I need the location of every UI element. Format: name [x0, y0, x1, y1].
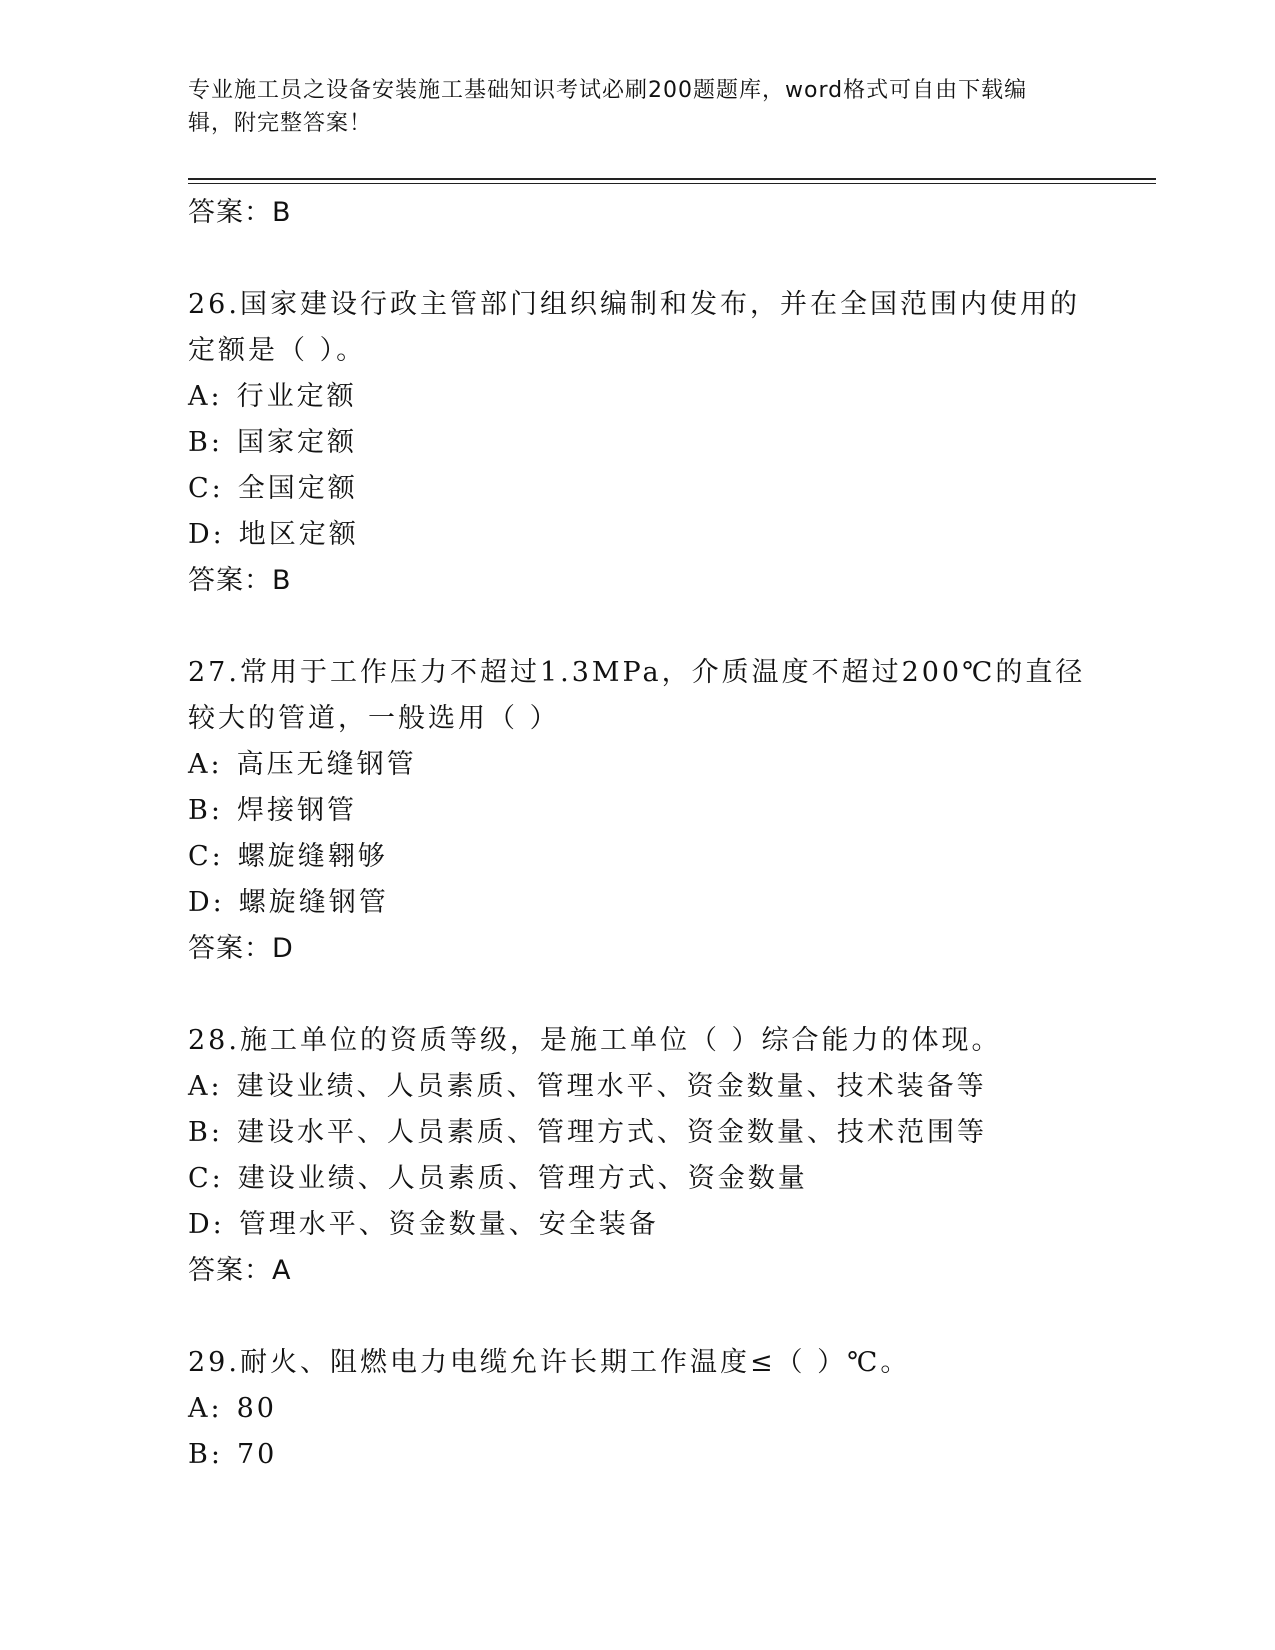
header-divider-thin [188, 183, 1156, 184]
option-text: 建设业绩、人员素质、管理水平、资金数量、技术装备等 [236, 1071, 987, 1102]
option-a [188, 742, 1088, 788]
option-a [188, 374, 1088, 420]
option-letter: A: [188, 749, 223, 780]
answer-label: 答案： [188, 933, 272, 964]
answer-line [188, 190, 1088, 236]
option-text: 螺旋缝翱够 [237, 841, 388, 872]
option-c [188, 834, 1088, 880]
answer-label: 答案： [188, 197, 272, 228]
option-letter: D: [188, 1209, 225, 1240]
header-divider-thick [188, 178, 1156, 180]
option-text: 高压无缝钢管 [236, 749, 417, 780]
option-a [188, 1064, 1088, 1110]
option-letter: C: [188, 841, 224, 872]
option-letter: B: [188, 1439, 223, 1470]
option-b [188, 1110, 1088, 1156]
answer-label: 答案： [188, 565, 272, 596]
option-letter: C: [188, 473, 224, 504]
option-d [188, 1202, 1088, 1248]
option-text: 螺旋缝钢管 [238, 887, 389, 918]
option-letter: C: [188, 1163, 224, 1194]
option-letter: B: [188, 795, 223, 826]
answer-line [188, 1248, 1088, 1294]
option-text: 地区定额 [238, 519, 359, 550]
option-text: 70 [236, 1439, 278, 1470]
answer-value: B [272, 197, 292, 228]
question-text: 27.常用于工作压力不超过1.3MPa，介质温度不超过200℃的直径较大的管道，一般选用（ ） [188, 657, 1086, 734]
question-text: 28.施工单位的资质等级，是施工单位（ ）综合能力的体现。 [188, 1025, 1002, 1056]
option-text: 焊接钢管 [236, 795, 357, 826]
question-spacer [188, 604, 1088, 650]
option-letter: A: [188, 1071, 223, 1102]
option-text: 80 [236, 1393, 277, 1424]
option-b [188, 788, 1088, 834]
option-text: 全国定额 [237, 473, 358, 504]
answer-line [188, 558, 1088, 604]
option-d [188, 880, 1088, 926]
question-spacer [188, 1294, 1088, 1340]
answer-value: A [272, 1255, 292, 1286]
question-spacer [188, 972, 1088, 1018]
answer-value: D [272, 933, 294, 964]
option-letter: B: [188, 1117, 223, 1148]
option-text: 行业定额 [236, 381, 357, 412]
option-letter: D: [188, 887, 225, 918]
option-text: 管理水平、资金数量、安全装备 [238, 1209, 659, 1240]
option-letter: B: [188, 427, 223, 458]
option-text: 建设业绩、人员素质、管理方式、资金数量 [237, 1163, 808, 1194]
answer-label: 答案： [188, 1255, 272, 1286]
question-list [188, 190, 1088, 1478]
option-c [188, 466, 1088, 512]
option-a [188, 1386, 1088, 1432]
question-text: 29.耐火、阻燃电力电缆允许长期工作温度≤（ ）℃。 [188, 1347, 911, 1378]
question-spacer [188, 236, 1088, 282]
option-b [188, 420, 1088, 466]
option-letter: D: [188, 519, 225, 550]
option-c [188, 1156, 1088, 1202]
option-letter: A: [188, 381, 223, 412]
question-text: 26.国家建设行政主管部门组织编制和发布，并在全国范围内使用的定额是（ ）。 [188, 289, 1080, 366]
answer-line [188, 926, 1088, 972]
option-d [188, 512, 1088, 558]
page-header-title: 专业施工员之设备安装施工基础知识考试必刷200题题库，word格式可自由下载编辑，附完整答案！ [188, 78, 1028, 136]
option-text: 国家定额 [236, 427, 357, 458]
option-text: 建设水平、人员素质、管理方式、资金数量、技术范围等 [236, 1117, 987, 1148]
option-letter: A: [188, 1393, 223, 1424]
option-b [188, 1432, 1088, 1478]
answer-value: B [272, 565, 292, 596]
